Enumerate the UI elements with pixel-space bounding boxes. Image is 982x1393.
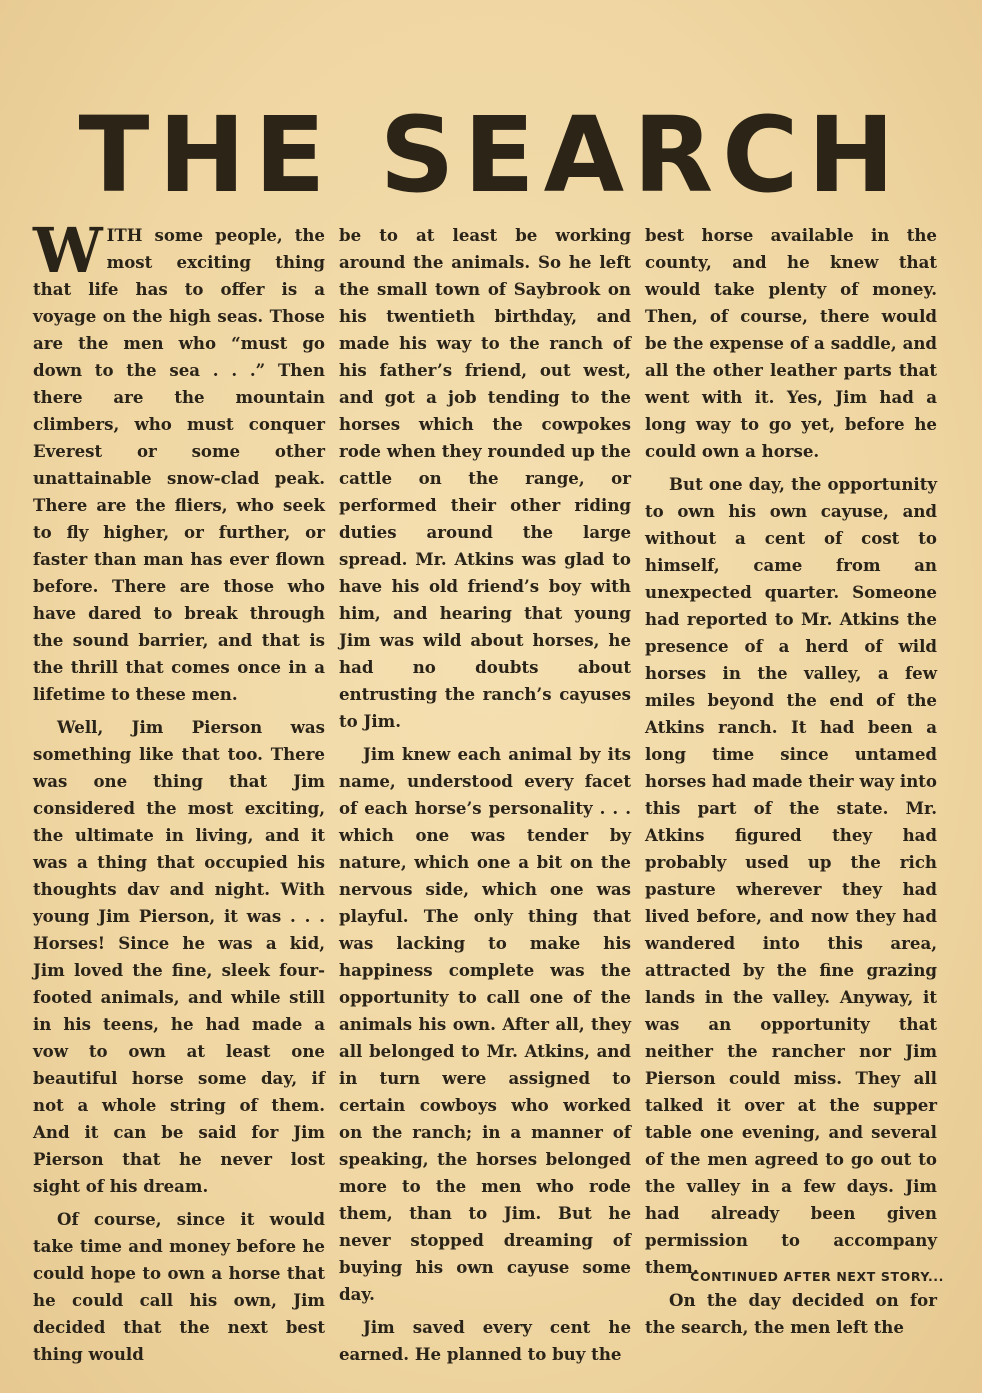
paragraph: But one day, the opportunity to own his own cayuse, and without a cent of cost to himself, came from an unexpected quarter. Someone had reported to Mr. Atkins the presence of a herd of wild horses in the valley, a few miles beyond the end of the Atkins ranch. It had been a long time since untamed horses had made their way into this part of the state. Mr. Atkins figured they had probably used up the rich pasture wherever they had lived before, and now they had wandered into this area, attracted by the fine grazing lands in the valley. Anyway, it was an opportunity that neither the rancher nor Jim Pierson could miss. They all talked it over at the supper table one evening, and several of the men agreed to go out to the valley in a few days. Jim had already been given permission to accompany them. [645,474,938,1277]
column-3 [645,222,937,1347]
paragraph: Jim knew each animal by its name, understood every facet of each horse’s personality . . . which one was tender by nature, which one a bit on the nervous side, which one was playful. The only thing that was lacking to make his happiness complete was the opportunity to call one of the animals his own. After all, they all belonged to Mr. Atkins, and in turn were assigned to certain cowboys who worked on the ranch; in a manner of speaking, the horses belonged more to the men who rode them, than to Jim. But he never stopped dreaming of buying his own cayuse some day. [339,744,631,1304]
paragraph: Of course, since it would take time and money before he could hope to own a horse that he could call his own, Jim decided that the next best thing would [33,1209,325,1364]
paragraph: Jim saved every cent he earned. He planned to buy the [339,1317,631,1364]
paragraph: Well, Jim Pierson was something like that too. There was one thing that Jim considered the most exciting, the ultimate in living, and it was a thing that occupied his thoughts dav and night. With young Jim Pierson, it was . . . Horses! Since he was a kid, Jim loved the fine, sleek four-footed animals, and while still in his teens, he had made a vow to own at least one beautiful horse some day, if not a whole string of them. And it can be said for Jim Pierson that he never lost sight of his dream. [33,717,325,1196]
paragraph: On the day decided on for the search, the men left the [645,1290,937,1337]
column-1 [33,214,325,1374]
column-2 [339,222,631,1374]
paragraph: best horse available in the county, and he knew that would take plenty of money. Then, of course, there would be the expense of a saddle, and all the other leather parts that went with it. Yes, Jim had a long way to go yet, before he could own a horse. [645,225,937,461]
page-title: THE SEARCH [78,94,904,216]
drop-cap: W [33,214,103,287]
paragraph-text: ITH some people, the most exciting thing that life has to offer is a voyage on the high seas. Those are the men who “must go down to the sea . . .” Then there are the mountain climbers, who must conquer Everest or some other unattainable snow-clad peak. There are the fliers, who seek to fly higher, or further, or faster than man has ever flown before. There are those who have dared to break through the sound barrier, and that is the thrill that comes once in a lifetime to these men. [33,225,325,704]
continued-note: CONTINUED AFTER NEXT STORY... [690,1269,944,1284]
paragraph [33,214,325,708]
paragraph: be to at least be working around the animals. So he left the small town of Saybrook on his twentieth birthday, and made his way to the ranch of his father’s friend, out west, and got a job tending to the horses which the cowpokes rode when they rounded up the cattle on the range, or performed their other riding duties around the large spread. Mr. Atkins was glad to have his old friend’s boy with him, and hearing that young Jim was wild about horses, he had no doubts about entrusting the ranch’s cayuses to Jim. [339,225,631,731]
